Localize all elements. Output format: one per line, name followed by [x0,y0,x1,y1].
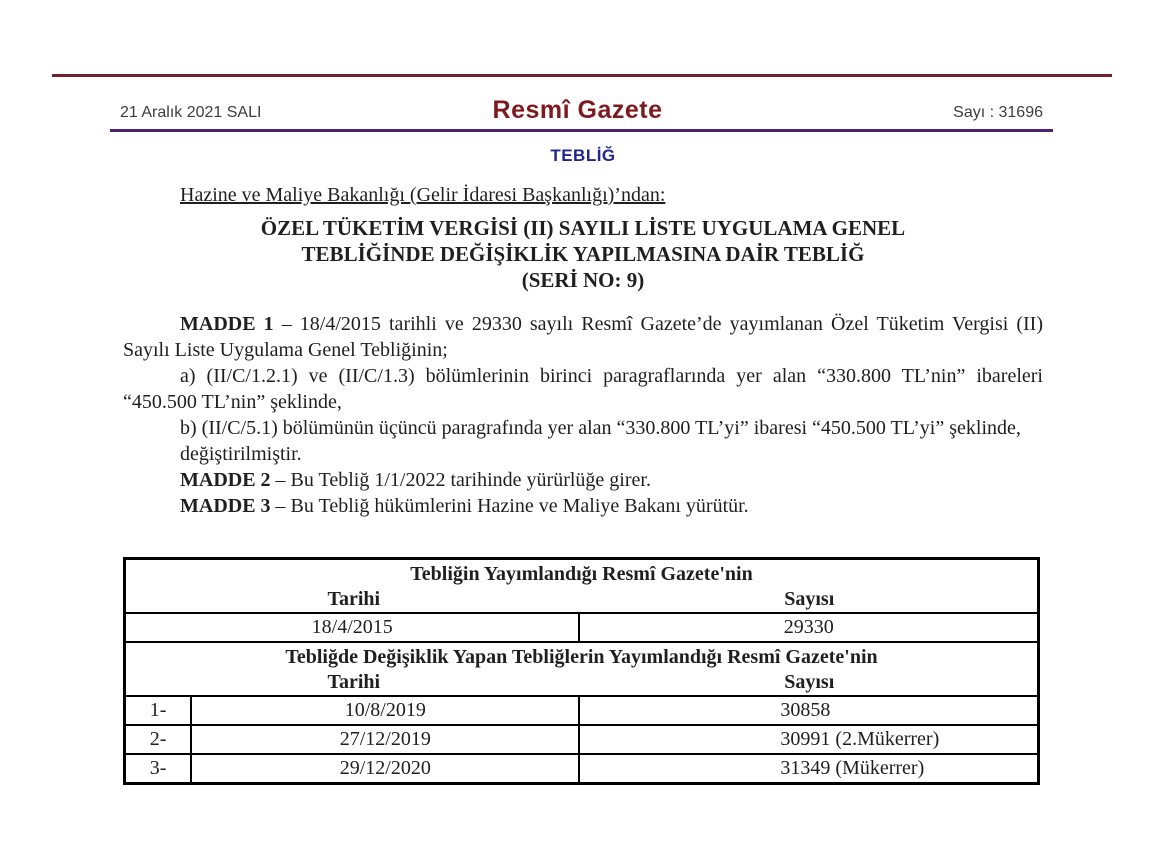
table-section2-title: Tebliğde Değişiklik Yapan Tebliğlerin Yayımlandığı Resmî Gazete'nin [285,646,878,668]
gazette-issue-number: Sayı : 31696 [953,104,1043,121]
row2-number-cell: 30991 (2.Mükerrer) [579,725,1038,754]
table-section1-title: Tebliğin Yayımlandığı Resmî Gazete'nin [410,563,753,585]
paragraph-madde-2 [123,467,1043,493]
row1-date-cell: 10/8/2019 [191,696,579,725]
article-body [123,311,1043,519]
title-line-3: (SERİ NO: 9) [521,268,645,292]
paragraph-closing [123,441,1043,467]
paragraph-madde-3 [123,493,1043,519]
original-date-cell: 18/4/2015 [125,613,580,642]
original-number-cell: 29330 [579,613,1038,642]
closing-text: değiştirilmiştir. [180,443,302,465]
paragraph-item-b [123,415,1043,441]
table-row-amendment-2 [125,725,1039,754]
row3-number-cell: 31349 (Mükerrer) [579,754,1038,784]
gazette-date: 21 Aralık 2021 SALI [120,104,262,121]
title-line-1: ÖZEL TÜKETİM VERGİSİ (II) SAYILI LİSTE UYGULAMA GENEL [260,216,906,240]
gazette-masthead [110,96,1045,128]
paragraph-madde-1 [123,311,1043,363]
row2-no-cell: 2- [125,725,192,754]
column-header-number-2: Sayısı [784,671,835,693]
row1-number-cell: 30858 [579,696,1038,725]
table-row-amendment-3 [125,754,1039,784]
row1-no-cell: 1- [125,696,192,725]
issuing-authority: Hazine ve Maliye Bakanlığı (Gelir İdaresi Başkanlığı)’ndan: [180,184,666,206]
madde-2-label: MADDE 2 [180,469,271,491]
column-header-number-1: Sayısı [784,588,835,610]
row3-no-cell: 3- [125,754,192,784]
title-line-2: TEBLİĞİNDE DEĞİŞİKLİK YAPILMASINA DAİR TEBLİĞ [301,242,865,266]
item-b-text: b) (II/C/5.1) bölümünün üçüncü paragrafında yer alan “330.800 TL’yi” ibaresi “450.500 TL’yi” şeklinde, [180,417,1021,439]
madde-3-label: MADDE 3 [180,495,271,517]
madde-3-text: – Bu Tebliğ hükümlerini Hazine ve Maliye Bakanı yürütür. [270,495,749,517]
column-header-date-1: Tarihi [327,588,381,610]
madde-1-label: MADDE 1 [180,313,274,335]
table-row-amendment-1 [125,696,1039,725]
madde-2-text: – Bu Tebliğ 1/1/2022 tarihinde yürürlüğe girer. [270,469,651,491]
row3-date-cell: 29/12/2020 [191,754,579,784]
column-header-date-2: Tarihi [327,671,381,693]
item-a-text: a) (II/C/1.2.1) ve (II/C/1.3) bölümlerinin birinci paragraflarında yer alan “330.800 TL’nin” ibareleri “450.500 TL’nin” şeklinde, [123,365,1043,413]
madde-1-text: – 18/4/2015 tarihli ve 29330 sayılı Resmî Gazete’de yayımlanan Özel Tüketim Vergisi (II) Sayılı Liste Uygulama Genel Tebliğinin; [123,313,1044,361]
notification-title [123,215,1043,293]
section-heading-teblig: TEBLİĞ [550,146,616,165]
table-section2-header-row [125,642,1039,696]
masthead-divider [110,129,1053,132]
table-section1-header-row [125,559,1039,614]
row2-date-cell: 27/12/2019 [191,725,579,754]
table-row-original [125,613,1039,642]
top-divider [52,74,1112,77]
publication-info-table [123,557,1040,785]
gazette-title: Resmî Gazete [492,96,663,124]
paragraph-item-a [123,363,1043,415]
